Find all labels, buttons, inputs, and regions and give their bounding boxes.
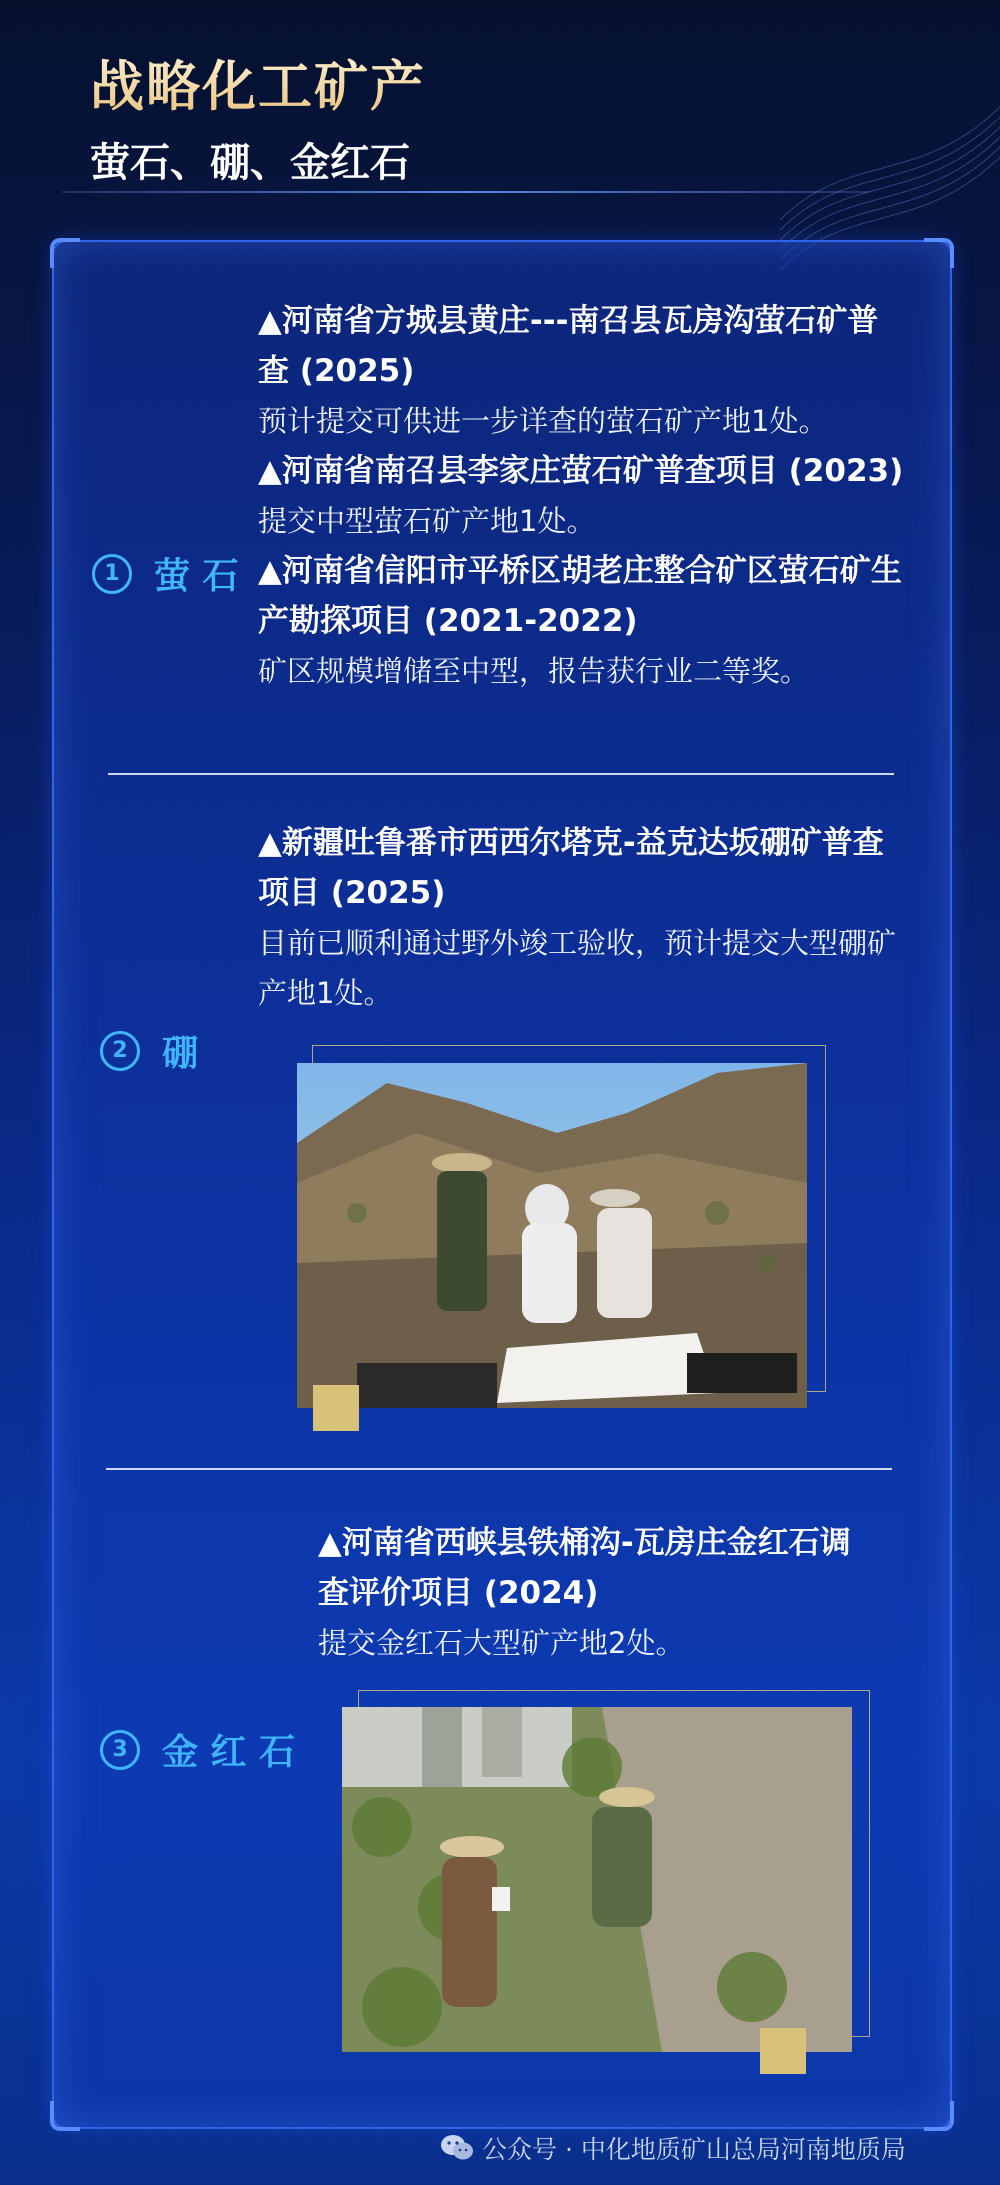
project-desc: 预计提交可供进一步详查的萤石矿产地1处。 — [258, 404, 828, 438]
panel-corner — [50, 238, 80, 268]
section-label-fluorite — [92, 548, 239, 599]
section-name: 金 红 石 — [162, 1732, 296, 1773]
section-label-rutile — [100, 1724, 295, 1775]
project-desc: 提交金红石大型矿产地2处。 — [318, 1626, 685, 1660]
field-survey-photo — [342, 1707, 852, 2052]
project-desc: 矿区规模增储至中型，报告获行业二等奖。 — [258, 654, 810, 688]
section-label-boron — [100, 1025, 198, 1076]
page-subtitle: 萤石、硼、金红石 — [90, 140, 410, 186]
section-divider — [108, 773, 894, 775]
section-rutile-items — [318, 1518, 878, 1668]
field-survey-photo — [297, 1063, 807, 1408]
decorative-gold-square — [313, 1385, 359, 1431]
project-desc: 提交中型萤石矿产地1处。 — [258, 504, 596, 538]
page-title: 战略化工矿产 — [90, 44, 426, 121]
field-photo-rutile — [342, 1707, 852, 2052]
footer-source — [440, 2130, 906, 2166]
panel-corner — [50, 2101, 80, 2131]
project-title: ▲河南省信阳市平桥区胡老庄整合矿区萤石矿生产勘探项目 (2021-2022) — [258, 553, 902, 639]
project-title: ▲河南省南召县李家庄萤石矿普查项目 (2023) — [258, 453, 904, 489]
footer-text: 公众号 · 中化地质矿山总局河南地质局 — [482, 2135, 906, 2164]
section-number: 3 — [100, 1730, 140, 1770]
section-divider — [106, 1468, 892, 1470]
section-name: 萤 石 — [154, 556, 239, 597]
decorative-gold-square — [760, 2028, 806, 2074]
section-boron-items — [258, 818, 908, 1018]
header-divider — [62, 191, 870, 193]
wechat-icon — [440, 2134, 474, 2162]
section-name: 硼 — [162, 1033, 199, 1074]
project-title: ▲新疆吐鲁番市西西尔塔克-益克达坂硼矿普查项目 (2025) — [258, 825, 884, 911]
panel-corner — [924, 2101, 954, 2131]
section-number: 1 — [92, 554, 132, 594]
project-title: ▲河南省方城县黄庄---南召县瓦房沟萤石矿普查 (2025) — [258, 303, 879, 389]
project-desc: 目前已顺利通过野外竣工验收，预计提交大型硼矿产地1处。 — [258, 926, 897, 1010]
section-number: 2 — [100, 1031, 140, 1071]
page-header — [90, 44, 426, 188]
field-photo-boron — [297, 1063, 807, 1408]
section-fluorite-items — [258, 296, 908, 696]
panel-corner — [924, 238, 954, 268]
project-title: ▲河南省西峡县铁桶沟-瓦房庄金红石调查评价项目 (2024) — [318, 1525, 851, 1611]
